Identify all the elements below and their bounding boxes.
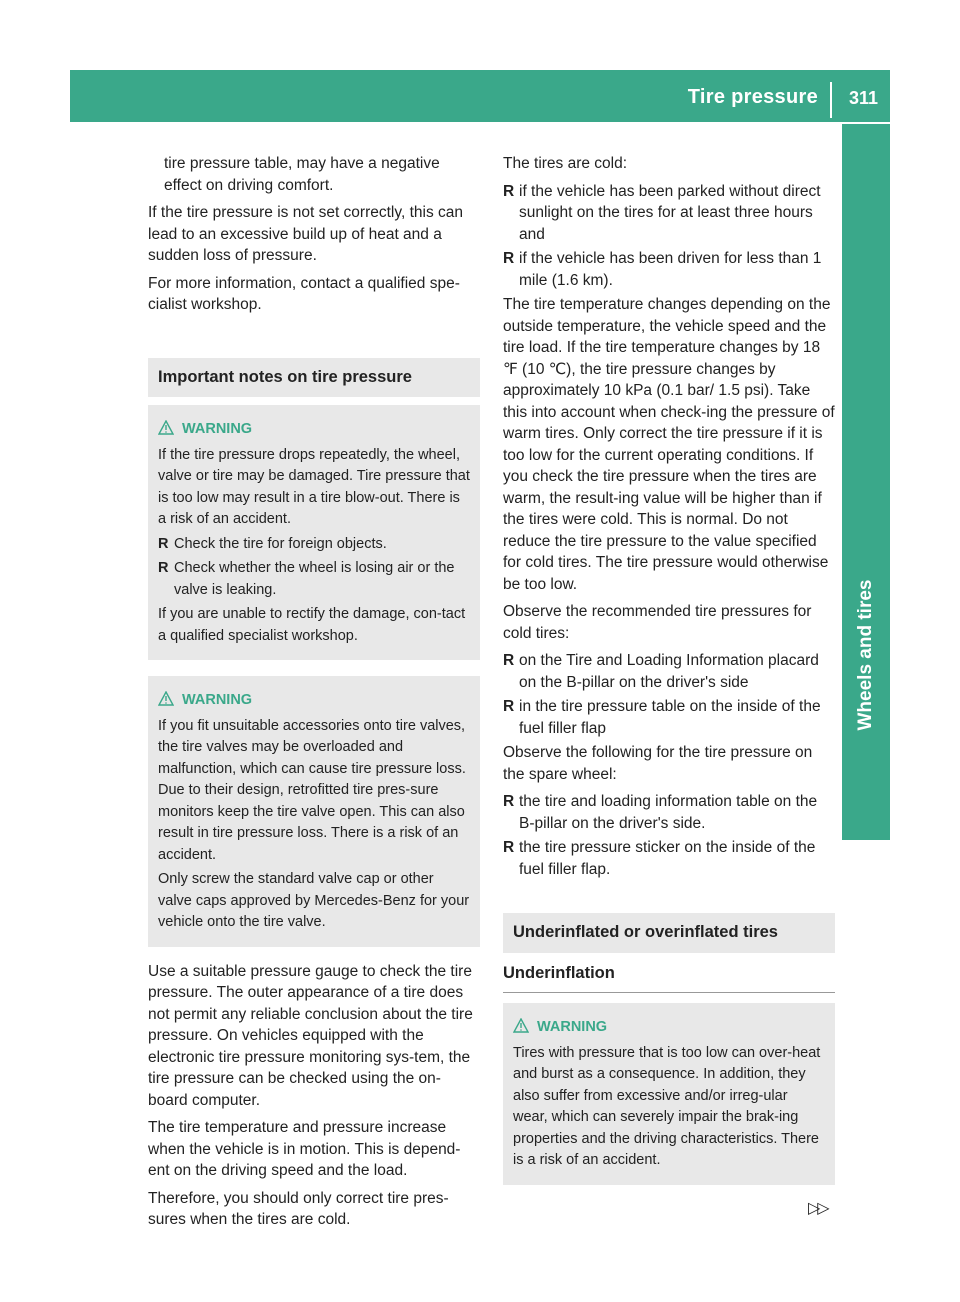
warning-box-2 <box>148 676 480 947</box>
warning-1-bullet-1: R Check the tire for foreign objects. <box>158 534 470 556</box>
warning-icon <box>513 1018 529 1033</box>
cold-bullet-1: R if the vehicle has been parked without direct sunlight on the tires for at least three hours and <box>503 181 835 246</box>
recommended-bullet-1: R on the Tire and Loading Information placard on the B-pillar on the driver's side <box>503 650 835 693</box>
side-tab-label: Wheels and tires <box>855 579 876 731</box>
warning-title-text: WARNING <box>182 692 253 708</box>
warning-2-paragraph-1: If you fit unsuitable accessories onto tire valves, the tire valves may be overloaded and malfunction, which can cause tire pressure loss. Due to their design, retrofitted tire pres-sure monitors keep the tire valve open. This can also result in tire pressure loss. There is a risk of an accident. <box>158 717 466 863</box>
body-paragraph-3: Therefore, you should only correct tire pres-sures when the tires are cold. <box>148 1189 449 1228</box>
spare-wheel-intro: Observe the following for the tire pressure on the spare wheel: <box>503 744 813 783</box>
temperature-paragraph: The tire temperature changes depending on the outside temperature, the vehicle speed and the tire load. If the tire temperature changes by 18 ℉ (10 ℃), the tire pressure changes by approximately 10 kPa (0.1 bar/ 1.5 psi). Take this into account when check-ing the pressure of warm tires. Only correct the tire pressure if it is too low for the current operating conditions. If you check the tire pressure when the tires are warm, the result-ing value will be higher than if the tires were cold. This is normal. Do not reduce the tire pressure to the value specified for cold tires. The tire pressure would otherwise be too low. <box>503 296 835 593</box>
intro-paragraph-1: If the tire pressure is not set correctly, this can lead to an excessive build up of heat and a sudden loss of pressure. <box>148 204 464 264</box>
right-column <box>503 153 835 1185</box>
warning-title-2 <box>158 690 470 712</box>
warning-box-1 <box>148 405 480 660</box>
warning-1-bullet-2: R Check whether the wheel is losing air or the valve is leaking. <box>158 558 470 601</box>
recommended-bullet-2: R in the tire pressure table on the inside of the fuel filler flap <box>503 696 835 739</box>
header-separator <box>830 82 832 118</box>
cold-tires-intro: The tires are cold: <box>503 155 628 172</box>
side-tab-marker <box>842 784 890 840</box>
page-number: 311 <box>848 88 878 108</box>
spare-bullet-2: R the tire pressure sticker on the inside of the fuel filler flap. <box>503 837 835 880</box>
warning-1-paragraph-2: If you are unable to rectify the damage, con-tact a qualified specialist workshop. <box>158 606 466 644</box>
page-header <box>70 70 890 122</box>
warning-icon <box>158 691 174 706</box>
warning-2-paragraph-2: Only screw the standard valve cap or other valve caps approved by Mercedes-Benz for your vehicle onto the tire valve. <box>158 871 470 930</box>
recommended-intro: Observe the recommended tire pressures for cold tires: <box>503 603 812 642</box>
body-paragraph-2: The tire temperature and pressure increase when the vehicle is in motion. This is depend-ent on the driving speed and the load. <box>148 1119 461 1179</box>
section-heading-underinflated: Underinflated or overinflated tires <box>503 913 835 953</box>
warning-box-3 <box>503 1003 835 1185</box>
warning-1-paragraph-1: If the tire pressure drops repeatedly, the wheel, valve or tire may be damaged. Tire pressure that is too low may result in a tire blow-out. There is a risk of an accident. <box>158 446 470 527</box>
cold-bullet-2: R if the vehicle has been driven for less than 1 mile (1.6 km). <box>503 248 835 291</box>
subheading-underinflation: Underinflation <box>503 963 835 994</box>
section-heading-important-notes: Important notes on tire pressure <box>148 358 480 398</box>
warning-title-3 <box>513 1017 825 1039</box>
continue-arrows-icon: ▷▷ <box>808 1200 827 1217</box>
intro-paragraph-2: For more information, contact a qualified spe-cialist workshop. <box>148 274 460 313</box>
intro-indented: tire pressure table, may have a negative effect on driving comfort. <box>164 155 440 194</box>
warning-title-text: WARNING <box>537 1019 608 1035</box>
warning-title-text: WARNING <box>182 421 253 437</box>
body-paragraph-1: Use a suitable pressure gauge to check the tire pressure. The outer appearance of a tire does not permit any reliable conclusion about the tire pressure. On vehicles equipped with the electronic tire pressure monitoring sys-tem, the tire pressure can be checked using the on-board computer. <box>148 962 473 1109</box>
warning-icon <box>158 420 174 435</box>
warning-3-paragraph-1: Tires with pressure that is too low can over-heat and burst as a consequence. In addition, they also suffer from excessive and/or irreg-ular wear, which can severely impair the brak-ing properties and the driving characteristics. There is a risk of an accident. <box>513 1044 821 1168</box>
chapter-title: Tire pressure <box>687 86 818 108</box>
left-column <box>148 153 480 1237</box>
warning-title-1 <box>158 419 470 441</box>
spare-bullet-1: R the tire and loading information table on the B-pillar on the driver's side. <box>503 791 835 834</box>
